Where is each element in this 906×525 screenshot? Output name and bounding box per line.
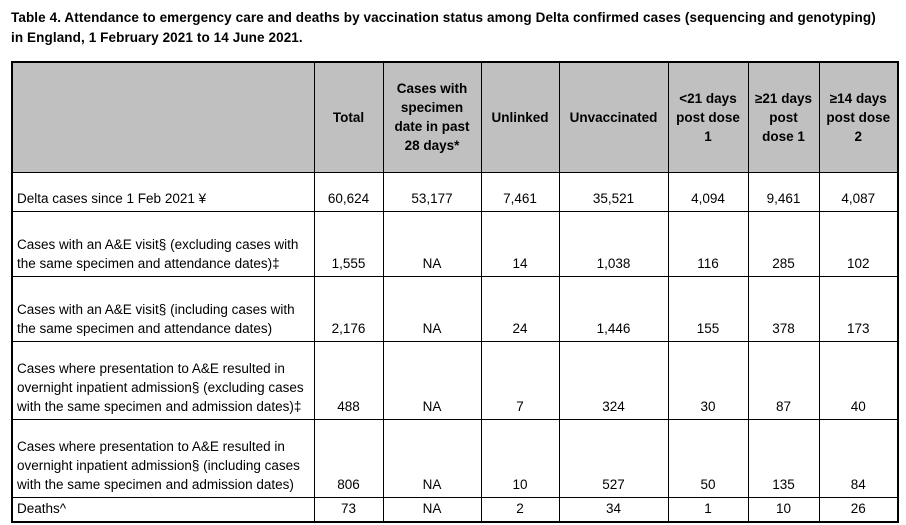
cell-value: 2,176 (314, 276, 383, 341)
column-header-lt21-days-dose1: <21 days post dose 1 (668, 62, 748, 172)
table-row-deaths (12, 497, 898, 522)
cell-value: 155 (668, 276, 748, 341)
table-row-admission-excluding (12, 341, 898, 419)
cell-value: 26 (819, 497, 898, 522)
cell-value: 30 (668, 341, 748, 419)
cell-value: 60,624 (314, 172, 383, 211)
cell-value: 324 (559, 341, 668, 419)
header-row (12, 62, 898, 172)
cell-value: 4,087 (819, 172, 898, 211)
cell-value: 87 (748, 341, 819, 419)
cell-value: 1 (668, 497, 748, 522)
row-label: Cases where presentation to A&E resulted in overnight inpatient admission§ (including cases with the same specimen and admission dates) (12, 419, 314, 497)
row-label: Cases with an A&E visit§ (excluding cases with the same specimen and attendance dates)‡ (12, 211, 314, 276)
cell-value: 7 (481, 341, 559, 419)
row-label: Cases with an A&E visit§ (including cases with the same specimen and attendance dates) (12, 276, 314, 341)
cell-value: 527 (559, 419, 668, 497)
cell-value: 488 (314, 341, 383, 419)
cell-value: NA (383, 276, 481, 341)
cell-value: 50 (668, 419, 748, 497)
cell-value: 116 (668, 211, 748, 276)
cell-value: 378 (748, 276, 819, 341)
column-header-unvaccinated: Unvaccinated (559, 62, 668, 172)
row-label: Deaths^ (12, 497, 314, 522)
cell-value: 34 (559, 497, 668, 522)
cell-value: 2 (481, 497, 559, 522)
column-header-ge14-days-dose2: ≥14 days post dose 2 (819, 62, 898, 172)
cell-value: 40 (819, 341, 898, 419)
column-header-ge21-days-dose1: ≥21 days post dose 1 (748, 62, 819, 172)
cell-value: 9,461 (748, 172, 819, 211)
column-header-specimen-28-days: Cases with specimen date in past 28 days* (383, 62, 481, 172)
cell-value: 10 (481, 419, 559, 497)
cell-value: 173 (819, 276, 898, 341)
cell-value: NA (383, 211, 481, 276)
column-header-unlinked: Unlinked (481, 62, 559, 172)
cell-value: 10 (748, 497, 819, 522)
cell-value: NA (383, 341, 481, 419)
cell-value: 806 (314, 419, 383, 497)
cell-value: 102 (819, 211, 898, 276)
cell-value: 24 (481, 276, 559, 341)
row-label: Cases where presentation to A&E resulted in overnight inpatient admission§ (excluding cases with the same specimen and admission dates)‡ (12, 341, 314, 419)
column-header-blank (12, 62, 314, 172)
table-row-delta-cases (12, 172, 898, 211)
cell-value: 84 (819, 419, 898, 497)
table-row-admission-including (12, 419, 898, 497)
cell-value: 73 (314, 497, 383, 522)
cell-value: 53,177 (383, 172, 481, 211)
cell-value: 1,446 (559, 276, 668, 341)
cell-value: 7,461 (481, 172, 559, 211)
table-row-ae-visit-excluding (12, 211, 898, 276)
table-row-ae-visit-including (12, 276, 898, 341)
cell-value: NA (383, 419, 481, 497)
table-title: Table 4. Attendance to emergency care and deaths by vaccination status among Delta confirmed cases (sequencing and genotyping) in England, 1 February 2021 to 14 June 2021. (11, 10, 876, 45)
cell-value: 4,094 (668, 172, 748, 211)
data-table (11, 61, 899, 523)
cell-value: 1,555 (314, 211, 383, 276)
row-label: Delta cases since 1 Feb 2021 ¥ (12, 172, 314, 211)
column-header-total: Total (314, 62, 383, 172)
cell-value: 14 (481, 211, 559, 276)
cell-value: 35,521 (559, 172, 668, 211)
cell-value: 285 (748, 211, 819, 276)
cell-value: NA (383, 497, 481, 522)
cell-value: 1,038 (559, 211, 668, 276)
cell-value: 135 (748, 419, 819, 497)
